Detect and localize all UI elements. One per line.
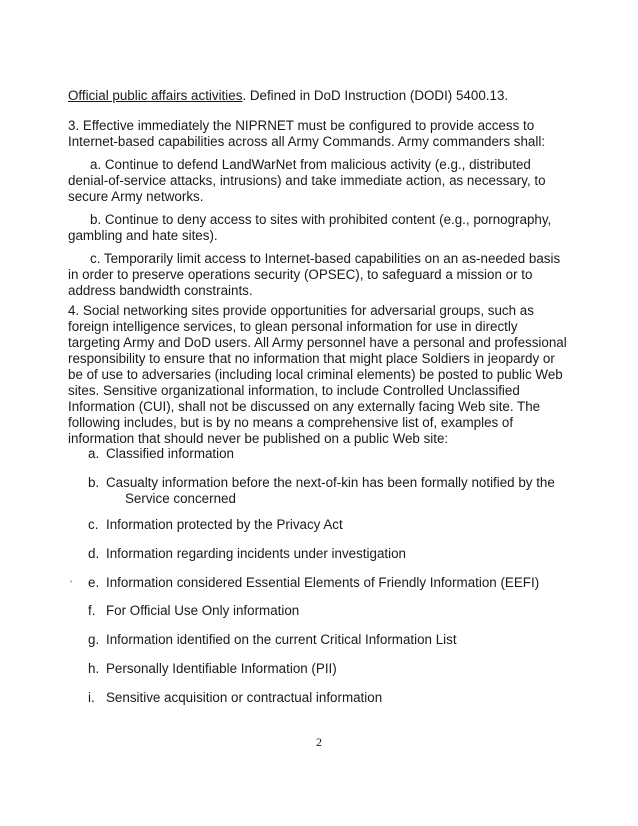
scan-mark: ’ <box>70 579 72 589</box>
list-text: Information regarding incidents under investigation <box>106 546 406 561</box>
paragraph-3b: b. Continue to deny access to sites with prohibited content (e.g., pornography, gambling and hate sites). <box>68 212 552 243</box>
list-letter: h. <box>88 661 100 676</box>
list-text: For Official Use Only information <box>106 603 300 618</box>
list-text: Sensitive acquisition or contractual information <box>106 690 383 705</box>
list-text-continuation: Service concerned <box>125 491 236 506</box>
list-letter: e. <box>88 575 100 590</box>
list-letter: g. <box>88 632 100 647</box>
paragraph-4: 4. Social networking sites provide opportunities for adversarial groups, such as foreign intelligence services, to glean personal information for use in directly targeting Army and DoD users. All Army personnel have a personal and professional responsibility to ensure that no information that might place Soldiers in jeopardy or be of use to adversaries (including local criminal elements) be posted to public Web sites. Sensitive organizational information, to include Controlled Unclassified Information (CUI), shall not be discussed on any externally facing Web site. The following includes, but is by no means a comprehensive list of, examples of information that should never be published on a public Web site: <box>68 303 567 446</box>
list-letter: i. <box>88 690 95 705</box>
list-item-f <box>88 603 558 619</box>
paragraph-3a: a. Continue to defend LandWarNet from malicious activity (e.g., distributed denial-of-service attacks, intrusions) and take immediate action, as necessary, to secure Army networks. <box>68 157 546 204</box>
list-item-e <box>88 575 558 591</box>
paragraph-3c: c. Temporarily limit access to Internet-based capabilities on an as-needed basis in order to preserve operations security (OPSEC), to safeguard a mission or to address bandwidth constraints. <box>68 251 561 298</box>
list-letter: b. <box>88 475 100 490</box>
list-text: Information protected by the Privacy Act <box>106 517 343 532</box>
page-number: 2 <box>316 735 322 749</box>
list-item-h <box>88 661 558 677</box>
list-letter: a. <box>88 446 100 461</box>
definition-term: Official public affairs activities <box>68 88 243 103</box>
list-text: Casualty information before the next-of-kin has been formally notified by the <box>106 475 555 490</box>
list-text: Information identified on the current Critical Information List <box>106 632 457 647</box>
list-letter: f. <box>88 603 96 618</box>
list-item-i <box>88 690 558 706</box>
list-item-d <box>88 546 558 562</box>
list-item-g <box>88 632 558 648</box>
list-item-b <box>88 475 558 507</box>
list-text: Information considered Essential Elements of Friendly Information (EEFI) <box>106 575 540 590</box>
paragraph-3-intro: 3. Effective immediately the NIPRNET must be configured to provide access to Internet-based capabilities across all Army Commands. Army commanders shall: <box>68 118 546 149</box>
list-item-c <box>88 517 558 533</box>
list-text: Personally Identifiable Information (PII) <box>106 661 337 676</box>
definition-paragraph <box>68 88 568 104</box>
list-item-a <box>88 446 558 462</box>
list-letter: d. <box>88 546 100 561</box>
list-text: Classified information <box>106 446 235 461</box>
definition-text: . Defined in DoD Instruction (DODI) 5400.13. <box>242 88 509 103</box>
list-letter: c. <box>88 517 99 532</box>
